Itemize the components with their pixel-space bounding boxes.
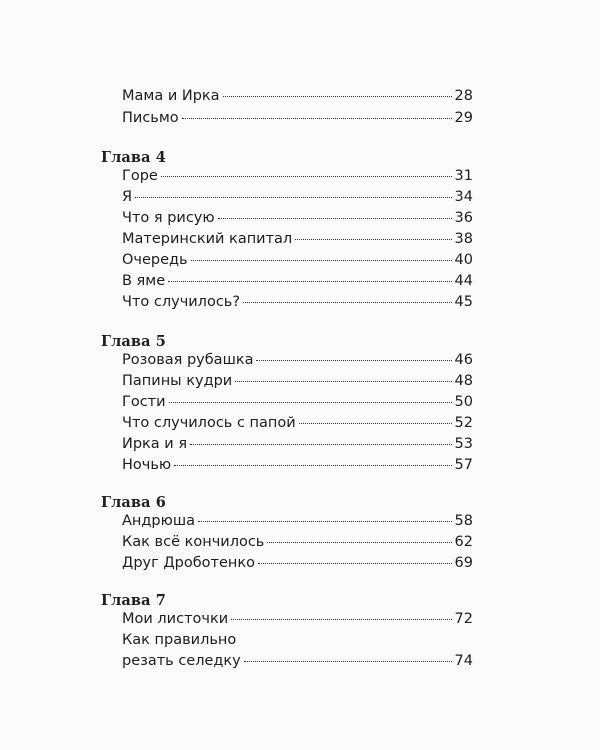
toc-entry-title: Что случилось? [122, 294, 241, 310]
dot-leader [267, 542, 451, 543]
chapter-heading: Глава 5 [101, 333, 166, 350]
toc-entry-title: Что случилось с папой [122, 415, 296, 431]
toc-entry-title: Мама и Ирка [122, 88, 220, 104]
toc-entry-title-first-line[interactable]: Как правильно [122, 632, 237, 648]
dot-leader [256, 360, 451, 361]
toc-entry-title: Друг Дроботенко [122, 555, 256, 571]
dot-leader [135, 197, 451, 198]
dot-leader [182, 118, 452, 119]
toc-entry[interactable] [122, 532, 473, 552]
toc-entry[interactable] [122, 229, 473, 249]
toc-entry-page: 48 [454, 373, 473, 389]
toc-entry[interactable] [122, 208, 473, 228]
toc-entry-page: 53 [454, 436, 473, 452]
dot-leader [218, 218, 452, 219]
toc-entry-title: Как всё кончилось [122, 534, 265, 550]
toc-entry-page: 74 [454, 653, 473, 669]
toc-entry-title: Мои листочки [122, 611, 229, 627]
toc-entry-title: Я [122, 189, 133, 205]
toc-entry-page: 38 [454, 231, 473, 247]
toc-entry[interactable] [122, 511, 473, 531]
toc-entry-title: Гости [122, 394, 166, 410]
toc-entry[interactable] [122, 292, 473, 312]
toc-entry-page: 29 [454, 110, 473, 126]
dot-leader [169, 402, 452, 403]
toc-entry-page: 36 [454, 210, 473, 226]
toc-entry-page: 28 [454, 88, 473, 104]
toc-entry[interactable] [122, 651, 473, 671]
toc-entry[interactable] [122, 86, 473, 106]
dot-leader [243, 302, 452, 303]
toc-entry-title: В яме [122, 273, 166, 289]
toc-entry[interactable] [122, 187, 473, 207]
toc-entry[interactable] [122, 350, 473, 370]
toc-entry-page: 46 [454, 352, 473, 368]
toc-entry-title: резать селедку [122, 653, 241, 669]
toc-entry[interactable] [122, 609, 473, 629]
dot-leader [223, 96, 452, 97]
dot-leader [295, 239, 451, 240]
toc-entry[interactable] [122, 455, 473, 475]
toc-entry-page: 31 [454, 168, 473, 184]
toc-entry-title: Андрюша [122, 513, 195, 529]
toc-entry-title: Ирка и я [122, 436, 188, 452]
toc-entry[interactable] [122, 271, 473, 291]
toc-entry-title: Письмо [122, 110, 179, 126]
toc-entry[interactable] [122, 553, 473, 573]
toc-entry-page: 58 [454, 513, 473, 529]
toc-entry-title: Горе [122, 168, 158, 184]
toc-entry-page: 72 [454, 611, 473, 627]
toc-entry-page: 57 [454, 457, 473, 473]
toc-entry[interactable] [122, 166, 473, 186]
toc-entry-title: Ночью [122, 457, 172, 473]
toc-entry[interactable] [122, 434, 473, 454]
dot-leader [190, 444, 451, 445]
dot-leader [174, 465, 451, 466]
toc-entry-page: 69 [454, 555, 473, 571]
chapter-heading: Глава 6 [101, 494, 166, 511]
toc-entry-title: Очередь [122, 252, 188, 268]
toc-entry-page: 45 [454, 294, 473, 310]
dot-leader [244, 661, 452, 662]
dot-leader [168, 281, 451, 282]
chapter-heading: Глава 4 [101, 149, 166, 166]
dot-leader [258, 563, 452, 564]
toc-entry-title: Папины кудри [122, 373, 233, 389]
toc-entry-page: 50 [454, 394, 473, 410]
dot-leader [191, 260, 452, 261]
dot-leader [299, 423, 452, 424]
dot-leader [235, 381, 451, 382]
toc-entry-page: 44 [454, 273, 473, 289]
toc-entry[interactable] [122, 392, 473, 412]
toc-entry-page: 40 [454, 252, 473, 268]
chapter-heading: Глава 7 [101, 592, 166, 609]
toc-entry-page: 62 [454, 534, 473, 550]
dot-leader [231, 619, 451, 620]
toc-entry-page: 52 [454, 415, 473, 431]
toc-entry[interactable] [122, 250, 473, 270]
toc-entry[interactable] [122, 413, 473, 433]
toc-entry[interactable] [122, 371, 473, 391]
toc-entry-title: Что я рисую [122, 210, 215, 226]
dot-leader [198, 521, 452, 522]
toc-entry-title: Материнский капитал [122, 231, 293, 247]
toc-entry[interactable] [122, 108, 473, 128]
dot-leader [161, 176, 452, 177]
toc-entry-title: Розовая рубашка [122, 352, 254, 368]
toc-entry-page: 34 [454, 189, 473, 205]
